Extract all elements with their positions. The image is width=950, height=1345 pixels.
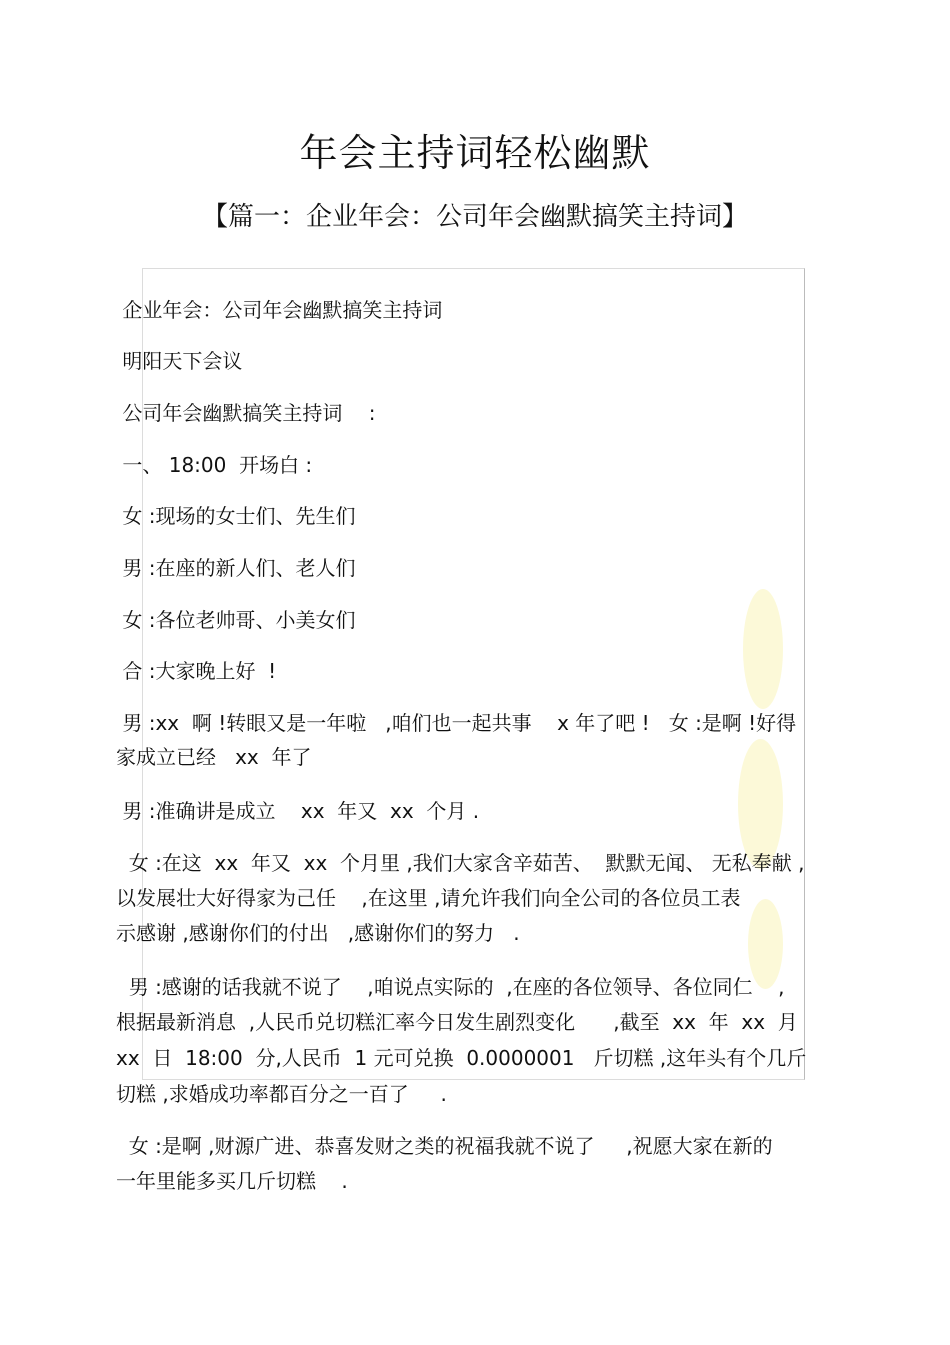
text-line: 女 :在这 xx 年又 xx 个月里 ,我们大家含辛茹苦、 默默无闻、 无私奉献 , — [116, 851, 805, 875]
text-line: 男 :xx 啊 !转眼又是一年啦 ,咱们也一起共事 x 年了吧 ! 女 :是啊 !好得 — [116, 711, 797, 735]
text-line: 一年里能多买几斤切糕 . — [116, 1169, 348, 1193]
section-heading: 【篇一：企业年会：公司年会幽默搞笑主持词】 — [201, 202, 748, 232]
text-line: 女 :是啊 ,财源广进、恭喜发财之类的祝福我就不说了 ,祝愿大家在新的 — [116, 1134, 773, 1158]
text-line: 企业年会：公司年会幽默搞笑主持词 — [116, 298, 443, 322]
text-line: 切糕 ,求婚成功率都百分之一百了 . — [116, 1082, 447, 1106]
text-line: 男 :准确讲是成立 xx 年又 xx 个月 . — [116, 799, 480, 823]
text-line: 女 :现场的女士们、先生们 — [116, 504, 356, 528]
text-line: xx 日 18:00 分,人民币 1 元可兑换 0.0000001 斤切糕 ,这年头有个几斤 — [116, 1046, 807, 1070]
text-line: 以发展壮大好得家为己任 ,在这里 ,请允许我们向全公司的各位员工表 — [116, 886, 741, 910]
text-line: 一、 18:00 开场白 : — [116, 453, 313, 477]
text-line: 公司年会幽默搞笑主持词 : — [116, 401, 376, 425]
text-line: 根据最新消息 ,人民币兑切糕汇率今日发生剧烈变化 ,截至 xx 年 xx 月 — [116, 1010, 798, 1034]
text-line: 合 :大家晚上好 ! — [116, 659, 277, 683]
text-line: 家成立已经 xx 年了 — [116, 745, 312, 769]
document-title: 年会主持词轻松幽默 — [299, 131, 651, 175]
text-line: 男 :在座的新人们、老人们 — [116, 556, 356, 580]
text-line: 男 :感谢的话我就不说了 ,咱说点实际的 ,在座的各位领导、各位同仁 , — [116, 975, 785, 999]
text-line: 明阳天下会议 — [116, 349, 243, 373]
text-line: 示感谢 ,感谢你们的付出 ,感谢你们的努力 . — [116, 921, 520, 945]
text-line: 女 :各位老帅哥、小美女们 — [116, 608, 356, 632]
